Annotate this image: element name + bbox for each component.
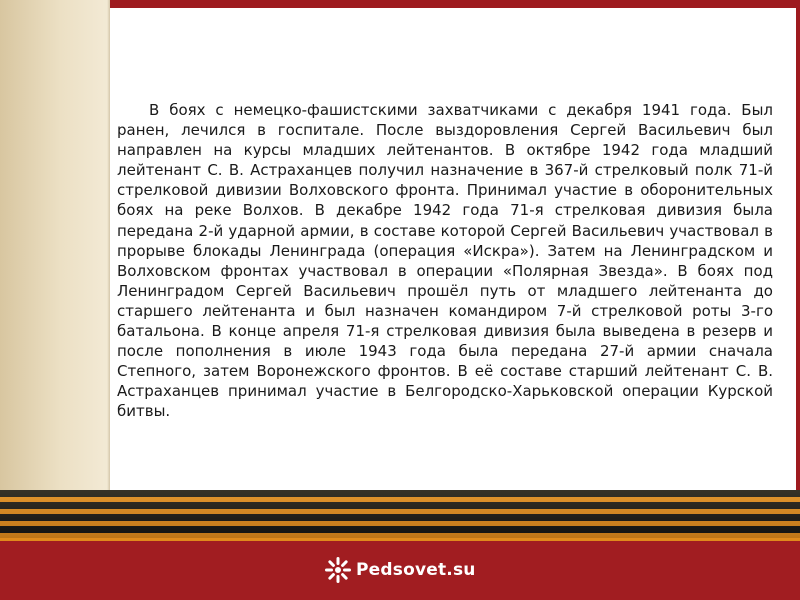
pedsovet-logo[interactable] [324, 556, 476, 584]
logo-text: Pedsovet.su [356, 560, 476, 580]
biography-paragraph: В боях с немецко-фашистскими захватчиками с декабря 1941 года. Был ранен, лечился в госпитале. После выздоровления Сергей Васильевич был направлен на курсы младших лейтенантов. В октябре 1942 года младший лейтенант С. В. Астраханцев получил назначение в 367-й стрелковый полк 71-й стрелковой дивизии Волховского фронта. Принимал участие в оборонительных боях на реке Волхов. В декабре 1942 года 71-я стрелковая дивизия была передана 2-й ударной армии, в составе которой Сергей Васильевич участвовал в прорыве блокады Ленинграда (операция «Искра»). Затем на Ленинградском и Волховском фронтах участвовал в операции «Полярная Звезда». В боях под Ленинградом Сергей Васильевич прошёл путь от младшего лейтенанта до старшего лейтенанта и был назначен командиром 7-й стрелковой роты 3-го батальона. В конце апреля 71-я стрелковая дивизия была выведена в резерв и после пополнения в июле 1943 года была передана 27-й армии сначала Степного, затем Воронежского фронтов. В её составе старший лейтенант С. В. Астраханцев принимал участие в Белгородско-Харьковской операции Курской битвы. [117, 101, 773, 421]
st-george-ribbon [0, 490, 800, 538]
star-burst-icon [324, 556, 352, 584]
content-area [110, 8, 796, 490]
top-frame-bar [110, 0, 800, 8]
right-frame-edge [796, 0, 800, 490]
